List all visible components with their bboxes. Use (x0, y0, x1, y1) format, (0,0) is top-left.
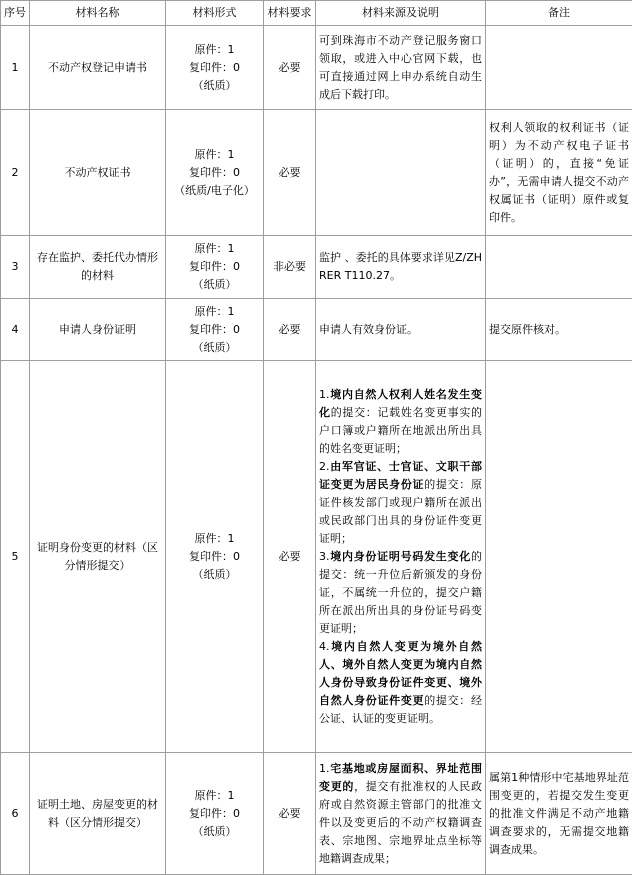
source-item-prefix: 1. (319, 762, 330, 775)
source-item-bold: 宅基地或房屋面积、界址范围变更的 (319, 762, 482, 793)
row-name: 存在监护、委托代办情形的材料 (30, 236, 166, 299)
row-name: 证明身份变更的材料（区分情形提交） (30, 361, 166, 753)
source-item-bold: 由军官证、士官证、文职干部证变更为居民身份证 (319, 460, 482, 491)
row-no: 1 (1, 26, 30, 110)
row-form (166, 110, 264, 236)
row-name: 不动产权证书 (30, 110, 166, 236)
row-no: 6 (1, 753, 30, 875)
row-no: 4 (1, 299, 30, 361)
row-source: 监护 、委托的具体要求详见Z/ZHRER T110.27。 (316, 236, 486, 299)
row-no: 3 (1, 236, 30, 299)
row-source: 可到珠海市不动产登记服务窗口领取，或进入中心官网下载，也可直接通过网上申办系统自动生成后下载打印。 (316, 26, 486, 110)
form-original: 原件：1 (169, 41, 260, 59)
source-item (319, 386, 482, 458)
row-form (166, 299, 264, 361)
row-no: 5 (1, 361, 30, 753)
source-item-bold: 境内自然人权利人姓名发生变化 (319, 388, 482, 419)
row-source: 申请人有效身份证。 (316, 299, 486, 361)
header-requirement: 材料要求 (264, 1, 316, 26)
form-medium: （纸质） (169, 276, 260, 294)
form-medium: （纸质） (169, 566, 260, 584)
source-item-bold: 境内自然人变更为境外自然人、境外自然人变更为境内自然人身份导致身份证件变更、境外自然人身份证件变更 (319, 640, 482, 707)
form-original: 原件：1 (169, 787, 260, 805)
table-row (1, 361, 632, 753)
source-item-text: ，提交有批准权的人民政府或自然资源主管部门的批准文件以及变更后的不动产权籍调查表、宗地图、宗地界址点坐标等地籍调查成果； (319, 780, 482, 865)
header-form: 材料形式 (166, 1, 264, 26)
form-original: 原件：1 (169, 146, 260, 164)
form-medium: （纸质） (169, 823, 260, 841)
row-requirement: 必要 (264, 361, 316, 753)
header-no: 序号 (1, 1, 30, 26)
form-original: 原件：1 (169, 530, 260, 548)
row-note (486, 236, 632, 299)
form-medium: （纸质） (169, 339, 260, 357)
source-item-prefix: 1. (319, 388, 330, 401)
row-form (166, 753, 264, 875)
source-item-prefix: 3. (319, 550, 330, 563)
row-requirement: 必要 (264, 110, 316, 236)
source-item-text: 的提交：统一升位后新颁发的身份证，不属统一升位的，提交户籍所在派出所出具的身份证号码变更证明； (319, 550, 482, 635)
row-requirement: 必要 (264, 753, 316, 875)
form-original: 原件：1 (169, 303, 260, 321)
header-name: 材料名称 (30, 1, 166, 26)
source-item-text: 的提交：原证件核发部门或现户籍所在派出或民政部门出具的身份证件变更证明； (319, 478, 482, 545)
source-item-prefix: 4. (319, 640, 330, 653)
table-row (1, 236, 632, 299)
form-copy: 复印件：0 (169, 164, 260, 182)
source-item (319, 458, 482, 548)
source-item-bold: 境内身份证明号码发生变化 (330, 550, 472, 563)
row-note: 权利人领取的权利证书（证明）为不动产权电子证书（证明）的，直接“免证办”，无需申请人提交不动产权属证书（证明）原件或复印件。 (486, 110, 632, 236)
header-row (1, 1, 632, 26)
form-copy: 复印件：0 (169, 805, 260, 823)
form-copy: 复印件：0 (169, 258, 260, 276)
source-item (319, 760, 482, 868)
source-item-text: 的提交：经公证、认证的变更证明。 (319, 694, 482, 725)
form-medium: （纸质） (169, 77, 260, 95)
source-item-prefix: 2. (319, 460, 330, 473)
row-source (316, 361, 486, 753)
source-item (319, 548, 482, 638)
header-note: 备注 (486, 1, 632, 26)
form-copy: 复印件：0 (169, 321, 260, 339)
source-item-text: 的提交：记载姓名变更事实的户口簿或户籍所在地派出所出具的姓名变更证明； (319, 406, 482, 455)
row-note: 提交原件核对。 (486, 299, 632, 361)
row-name: 证明土地、房屋变更的材料（区分情形提交） (30, 753, 166, 875)
form-original: 原件：1 (169, 240, 260, 258)
row-form (166, 361, 264, 753)
row-no: 2 (1, 110, 30, 236)
form-medium: （纸质/电子化） (169, 182, 260, 200)
row-form (166, 26, 264, 110)
form-copy: 复印件：0 (169, 59, 260, 77)
row-source (316, 110, 486, 236)
header-source: 材料来源及说明 (316, 1, 486, 26)
row-source (316, 753, 486, 875)
table-row (1, 753, 632, 875)
row-note (486, 361, 632, 753)
row-requirement: 必要 (264, 299, 316, 361)
table-row (1, 299, 632, 361)
row-form (166, 236, 264, 299)
row-note (486, 26, 632, 110)
table-row (1, 110, 632, 236)
form-copy: 复印件：0 (169, 548, 260, 566)
table-row (1, 26, 632, 110)
row-requirement: 非必要 (264, 236, 316, 299)
source-item (319, 638, 482, 728)
row-name: 申请人身份证明 (30, 299, 166, 361)
row-name: 不动产权登记申请书 (30, 26, 166, 110)
row-requirement: 必要 (264, 26, 316, 110)
row-note: 属第1种情形中宅基地界址范围变更的，若提交发生变更的批准文件满足不动产地籍调查要求的，无需提交地籍调查成果。 (486, 753, 632, 875)
